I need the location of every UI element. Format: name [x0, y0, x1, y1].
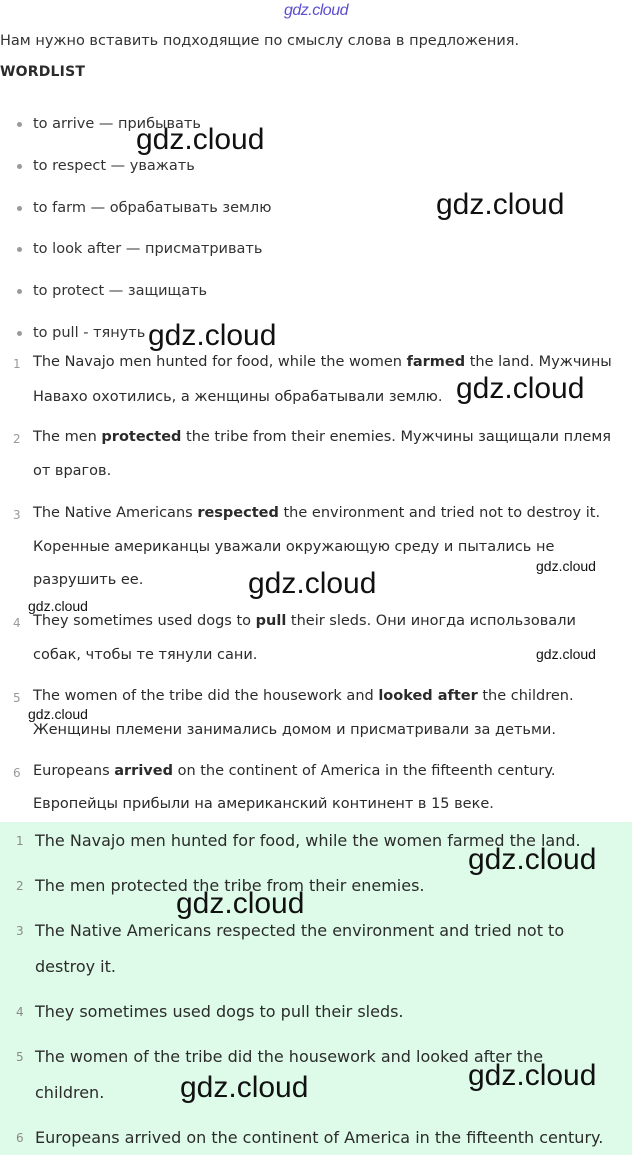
watermark: gdz.cloud [468, 843, 597, 876]
sentence-line: The Native Americans respected the environment and tried not to destroy it. [33, 505, 601, 521]
item-number: 3 [13, 508, 21, 522]
translation-line: Женщины племени занимались домом и присматривали за детьми. [33, 722, 556, 738]
watermark: gdz.cloud [468, 1059, 597, 1092]
translation-line: Европейцы прибыли на американский континент в 15 веке. [33, 796, 494, 812]
bullet-icon [17, 247, 22, 252]
answer-number: 2 [16, 879, 24, 893]
translation-line: от врагов. [33, 463, 112, 479]
wordlist-item-text: to respect — уважать [33, 158, 195, 174]
wordlist-item-text: to pull - тянуть [33, 325, 146, 341]
watermark: gdz.cloud [536, 646, 596, 662]
watermark: gdz.cloud [436, 188, 565, 221]
bullet-icon [17, 206, 22, 211]
wordlist-item [0, 196, 271, 220]
bullet-icon [17, 122, 22, 127]
task-instruction: Нам нужно вставить подходящие по смыслу слова в предложения. [0, 33, 520, 49]
wordlist-item-text: to look after — присматривать [33, 241, 263, 257]
answer-number: 5 [16, 1050, 24, 1064]
answer-line: The Navajo men hunted for food, while the women farmed the land. [35, 831, 581, 850]
item-number: 4 [13, 616, 21, 630]
wordlist-item-text: to arrive — прибывать [33, 116, 201, 132]
wordlist-item [0, 321, 145, 345]
bullet-icon [17, 289, 22, 294]
answer-line: Europeans arrived on the continent of America in the fifteenth century. [35, 1128, 604, 1147]
watermark: gdz.cloud [180, 1071, 309, 1104]
translation-line: разрушить ее. [33, 572, 144, 588]
answer-number: 4 [16, 1005, 24, 1019]
item-number: 1 [13, 357, 21, 371]
wordlist-item [0, 279, 207, 303]
sentence-line: The Navajo men hunted for food, while the women farmed the land. Мужчины [33, 354, 612, 370]
watermark: gdz.cloud [176, 887, 305, 920]
site-logo[interactable]: gdz.cloud [284, 2, 348, 19]
sentence-line: Europeans arrived on the continent of America in the fifteenth century. [33, 763, 556, 779]
answer-number: 1 [16, 834, 24, 848]
watermark: gdz.cloud [28, 598, 88, 614]
sentence-line: They sometimes used dogs to pull their sleds. Они иногда использовали [33, 613, 576, 629]
item-number: 6 [13, 766, 21, 780]
answer-line: The Native Americans respected the environment and tried not to [35, 921, 565, 940]
answer-line: destroy it. [35, 957, 116, 976]
wordlist-item [0, 154, 195, 178]
sentence-line: The men protected the tribe from their enemies. Мужчины защищали племя [33, 429, 612, 445]
answer-number: 3 [16, 924, 24, 938]
wordlist-item-text: to protect — защищать [33, 283, 208, 299]
sentence-line: The women of the tribe did the housework and looked after the children. [33, 688, 574, 704]
answer-line: They sometimes used dogs to pull their sleds. [35, 1002, 404, 1021]
answer-number: 6 [16, 1131, 24, 1145]
wordlist-item [0, 237, 262, 261]
bullet-icon [17, 331, 22, 336]
wordlist-heading: WORDLIST [0, 64, 86, 80]
watermark: gdz.cloud [28, 706, 88, 722]
translation-line: Коренные американцы уважали окружающую среду и пытались не [33, 539, 555, 555]
watermark: gdz.cloud [456, 372, 585, 405]
answer-line: children. [35, 1083, 105, 1102]
bullet-icon [17, 164, 22, 169]
answer-line: The men protected the tribe from their enemies. [35, 876, 425, 895]
item-number: 2 [13, 432, 21, 446]
translation-line: собак, чтобы те тянули сани. [33, 647, 258, 663]
wordlist-item-text: to farm — обрабатывать землю [33, 200, 272, 216]
watermark: gdz.cloud [148, 319, 277, 352]
translation-line: Навахо охотились, а женщины обрабатывали землю. [33, 389, 443, 405]
watermark: gdz.cloud [536, 558, 596, 574]
watermark: gdz.cloud [248, 567, 377, 600]
item-number: 5 [13, 691, 21, 705]
watermark: gdz.cloud [136, 123, 265, 156]
answer-line: The women of the tribe did the housework and looked after the [35, 1047, 544, 1066]
